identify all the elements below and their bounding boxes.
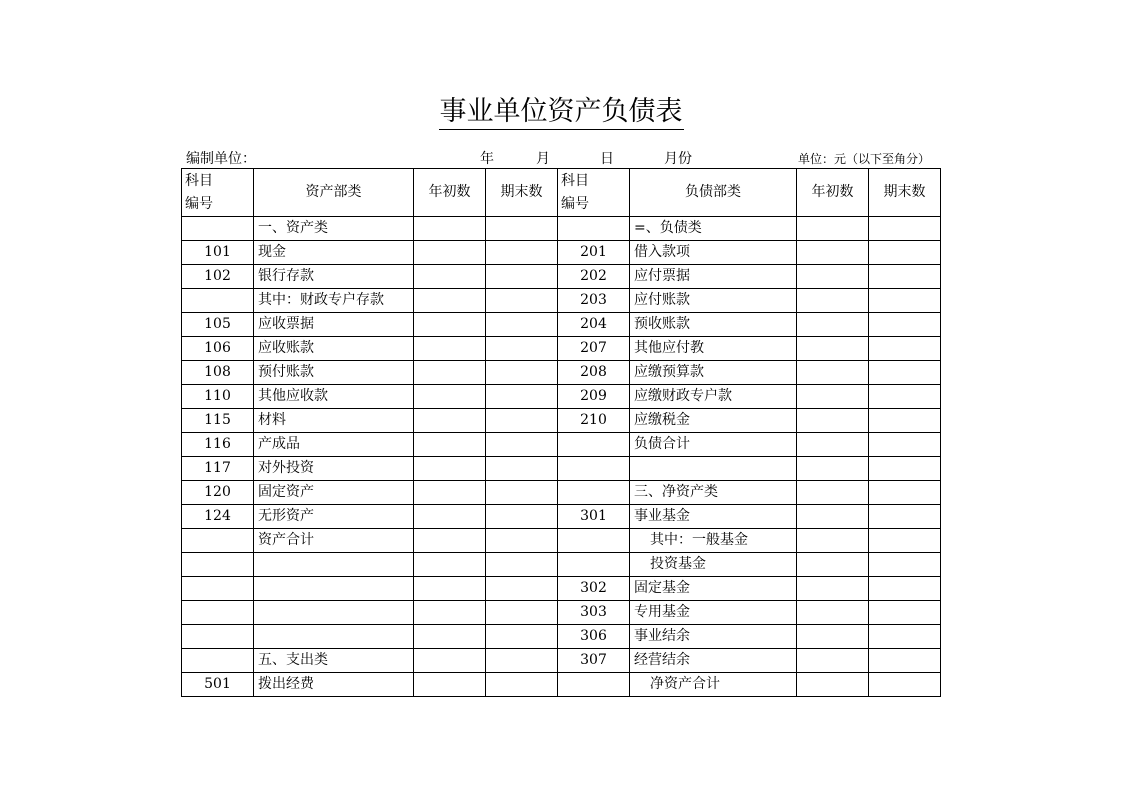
left-begin-value[interactable] [414, 361, 486, 385]
header-left-category: 资产部类 [254, 169, 414, 217]
date-period: 月份 [664, 151, 692, 167]
right-account-code [558, 457, 630, 481]
left-account-name: 无形资产 [254, 505, 414, 529]
left-account-name: 现金 [254, 241, 414, 265]
header-left-code: 科目 编号 [182, 169, 254, 217]
left-end-value[interactable] [486, 409, 558, 433]
right-account-name: 应缴财政专户款 [630, 385, 797, 409]
right-account-name: 应缴预算款 [630, 361, 797, 385]
table-row [182, 265, 941, 289]
left-account-name: 应收票据 [254, 313, 414, 337]
right-end-value[interactable] [869, 529, 941, 553]
left-account-code: 124 [182, 505, 254, 529]
right-end-value[interactable] [869, 457, 941, 481]
right-account-code [558, 673, 630, 697]
left-begin-value[interactable] [414, 289, 486, 313]
table-row [182, 433, 941, 457]
left-begin-value[interactable] [414, 529, 486, 553]
right-end-value[interactable] [869, 433, 941, 457]
header-right-code: 科目 编号 [558, 169, 630, 217]
left-end-value[interactable] [486, 385, 558, 409]
right-begin-value[interactable] [797, 577, 869, 601]
right-account-name: 事业结余 [630, 625, 797, 649]
left-begin-value[interactable] [414, 601, 486, 625]
right-end-value[interactable] [869, 385, 941, 409]
right-account-code: 201 [558, 241, 630, 265]
left-account-code [182, 577, 254, 601]
right-account-name: 预收账款 [630, 313, 797, 337]
date-day: 日 [600, 151, 614, 167]
currency-unit: 单位：元（以下至角分） [798, 152, 931, 166]
table-row [182, 457, 941, 481]
left-account-code [182, 529, 254, 553]
table-row [182, 577, 941, 601]
right-end-value[interactable] [869, 337, 941, 361]
left-account-name: 拨出经费 [254, 673, 414, 697]
right-account-name: 应付账款 [630, 289, 797, 313]
left-begin-value[interactable] [414, 433, 486, 457]
left-end-value[interactable] [486, 529, 558, 553]
right-account-code: 210 [558, 409, 630, 433]
right-begin-value[interactable] [797, 673, 869, 697]
right-account-name: 投资基金 [630, 553, 797, 577]
table-row [182, 601, 941, 625]
left-begin-value[interactable] [414, 313, 486, 337]
left-account-code: 110 [182, 385, 254, 409]
left-end-value[interactable] [486, 289, 558, 313]
left-begin-value[interactable] [414, 553, 486, 577]
right-begin-value[interactable] [797, 625, 869, 649]
right-end-value[interactable] [869, 625, 941, 649]
right-end-value[interactable] [869, 673, 941, 697]
right-account-code: 307 [558, 649, 630, 673]
left-account-name [254, 625, 414, 649]
table-row [182, 529, 941, 553]
left-begin-value[interactable] [414, 337, 486, 361]
left-account-name: 固定资产 [254, 481, 414, 505]
left-begin-value[interactable] [414, 385, 486, 409]
left-account-code [182, 217, 254, 241]
right-account-name: 固定基金 [630, 577, 797, 601]
left-account-code [182, 553, 254, 577]
right-account-code: 202 [558, 265, 630, 289]
right-account-name [630, 457, 797, 481]
left-begin-value[interactable] [414, 241, 486, 265]
right-begin-value[interactable] [797, 409, 869, 433]
left-account-name: 预付账款 [254, 361, 414, 385]
right-account-code [558, 481, 630, 505]
left-account-name: 五、支出类 [254, 649, 414, 673]
left-account-code: 117 [182, 457, 254, 481]
right-account-name: =、负债类 [630, 217, 797, 241]
table-row [182, 409, 941, 433]
right-begin-value[interactable] [797, 601, 869, 625]
right-account-name: 事业基金 [630, 505, 797, 529]
right-account-code: 301 [558, 505, 630, 529]
left-begin-value[interactable] [414, 217, 486, 241]
right-account-code: 204 [558, 313, 630, 337]
right-begin-value[interactable] [797, 385, 869, 409]
right-account-code: 306 [558, 625, 630, 649]
table-row [182, 553, 941, 577]
left-account-name [254, 601, 414, 625]
left-account-code: 105 [182, 313, 254, 337]
right-begin-value[interactable] [797, 217, 869, 241]
header-left-end: 期末数 [486, 169, 558, 217]
right-account-name: 其中：一般基金 [630, 529, 797, 553]
right-account-code [558, 553, 630, 577]
left-account-name [254, 577, 414, 601]
right-begin-value[interactable] [797, 553, 869, 577]
left-begin-value[interactable] [414, 505, 486, 529]
left-account-code: 101 [182, 241, 254, 265]
right-end-value[interactable] [869, 241, 941, 265]
left-end-value[interactable] [486, 601, 558, 625]
table-row [182, 385, 941, 409]
left-account-code: 115 [182, 409, 254, 433]
left-account-code [182, 625, 254, 649]
left-account-name: 材料 [254, 409, 414, 433]
table-row [182, 337, 941, 361]
left-end-value[interactable] [486, 553, 558, 577]
right-account-name: 借入款项 [630, 241, 797, 265]
right-end-value[interactable] [869, 265, 941, 289]
right-account-code: 203 [558, 289, 630, 313]
right-begin-value[interactable] [797, 649, 869, 673]
header-row [182, 169, 941, 217]
right-account-code: 302 [558, 577, 630, 601]
right-account-code [558, 529, 630, 553]
left-end-value[interactable] [486, 673, 558, 697]
right-account-name: 三、净资产类 [630, 481, 797, 505]
table-row [182, 625, 941, 649]
left-end-value[interactable] [486, 313, 558, 337]
right-begin-value[interactable] [797, 337, 869, 361]
left-end-value[interactable] [486, 265, 558, 289]
right-begin-value[interactable] [797, 481, 869, 505]
left-account-code [182, 649, 254, 673]
table-row [182, 241, 941, 265]
left-account-name: 一、资产类 [254, 217, 414, 241]
right-account-code: 209 [558, 385, 630, 409]
left-end-value[interactable] [486, 217, 558, 241]
report-date [480, 149, 692, 169]
right-end-value[interactable] [869, 553, 941, 577]
header-left-begin: 年初数 [414, 169, 486, 217]
left-begin-value[interactable] [414, 649, 486, 673]
right-account-name: 其他应付教 [630, 337, 797, 361]
table-row [182, 673, 941, 697]
right-end-value[interactable] [869, 217, 941, 241]
right-account-name: 专用基金 [630, 601, 797, 625]
right-account-code [558, 433, 630, 457]
left-end-value[interactable] [486, 505, 558, 529]
right-begin-value[interactable] [797, 361, 869, 385]
left-account-name: 产成品 [254, 433, 414, 457]
right-end-value[interactable] [869, 313, 941, 337]
right-end-value[interactable] [869, 649, 941, 673]
header-right-end: 期末数 [869, 169, 941, 217]
table-row [182, 361, 941, 385]
left-begin-value[interactable] [414, 409, 486, 433]
left-account-code: 501 [182, 673, 254, 697]
left-end-value[interactable] [486, 457, 558, 481]
right-account-code [558, 217, 630, 241]
left-end-value[interactable] [486, 481, 558, 505]
left-end-value[interactable] [486, 577, 558, 601]
left-account-name: 银行存款 [254, 265, 414, 289]
left-account-code: 120 [182, 481, 254, 505]
left-begin-value[interactable] [414, 577, 486, 601]
header-right-begin: 年初数 [797, 169, 869, 217]
left-end-value[interactable] [486, 625, 558, 649]
left-account-code [182, 601, 254, 625]
left-begin-value[interactable] [414, 457, 486, 481]
right-account-name: 经营结余 [630, 649, 797, 673]
left-account-name: 其中：财政专户存款 [254, 289, 414, 313]
left-end-value[interactable] [486, 433, 558, 457]
right-begin-value[interactable] [797, 313, 869, 337]
table-row [182, 481, 941, 505]
left-begin-value[interactable] [414, 673, 486, 697]
table-row [182, 217, 941, 241]
table-row [182, 289, 941, 313]
left-account-name: 其他应收款 [254, 385, 414, 409]
right-begin-value[interactable] [797, 529, 869, 553]
table-row [182, 505, 941, 529]
date-month: 月 [536, 151, 550, 167]
right-account-name: 负债合计 [630, 433, 797, 457]
left-account-code: 108 [182, 361, 254, 385]
left-account-code [182, 289, 254, 313]
right-end-value[interactable] [869, 601, 941, 625]
right-end-value[interactable] [869, 577, 941, 601]
header-right-category: 负债部类 [630, 169, 797, 217]
right-account-code: 303 [558, 601, 630, 625]
right-begin-value[interactable] [797, 241, 869, 265]
left-end-value[interactable] [486, 241, 558, 265]
preparer-unit-label: 编制单位： [186, 151, 256, 167]
balance-sheet-table [181, 168, 941, 697]
right-account-code: 207 [558, 337, 630, 361]
left-begin-value[interactable] [414, 265, 486, 289]
table-row [182, 313, 941, 337]
table-row [182, 649, 941, 673]
right-account-code: 208 [558, 361, 630, 385]
right-end-value[interactable] [869, 409, 941, 433]
left-account-name: 应收账款 [254, 337, 414, 361]
right-end-value[interactable] [869, 481, 941, 505]
left-account-name: 资产合计 [254, 529, 414, 553]
page-title: 事业单位资产负债表 [0, 92, 1122, 132]
left-end-value[interactable] [486, 337, 558, 361]
date-year: 年 [480, 151, 494, 167]
right-account-name: 应缴税金 [630, 409, 797, 433]
left-end-value[interactable] [486, 361, 558, 385]
left-account-name [254, 553, 414, 577]
right-begin-value[interactable] [797, 433, 869, 457]
left-account-code: 106 [182, 337, 254, 361]
right-end-value[interactable] [869, 289, 941, 313]
left-begin-value[interactable] [414, 625, 486, 649]
right-begin-value[interactable] [797, 265, 869, 289]
left-account-code: 116 [182, 433, 254, 457]
left-account-name: 对外投资 [254, 457, 414, 481]
left-begin-value[interactable] [414, 481, 486, 505]
left-end-value[interactable] [486, 649, 558, 673]
right-end-value[interactable] [869, 361, 941, 385]
right-end-value[interactable] [869, 505, 941, 529]
right-begin-value[interactable] [797, 289, 869, 313]
right-begin-value[interactable] [797, 505, 869, 529]
left-account-code: 102 [182, 265, 254, 289]
right-account-name: 应付票据 [630, 265, 797, 289]
right-account-name: 净资产合计 [630, 673, 797, 697]
right-begin-value[interactable] [797, 457, 869, 481]
